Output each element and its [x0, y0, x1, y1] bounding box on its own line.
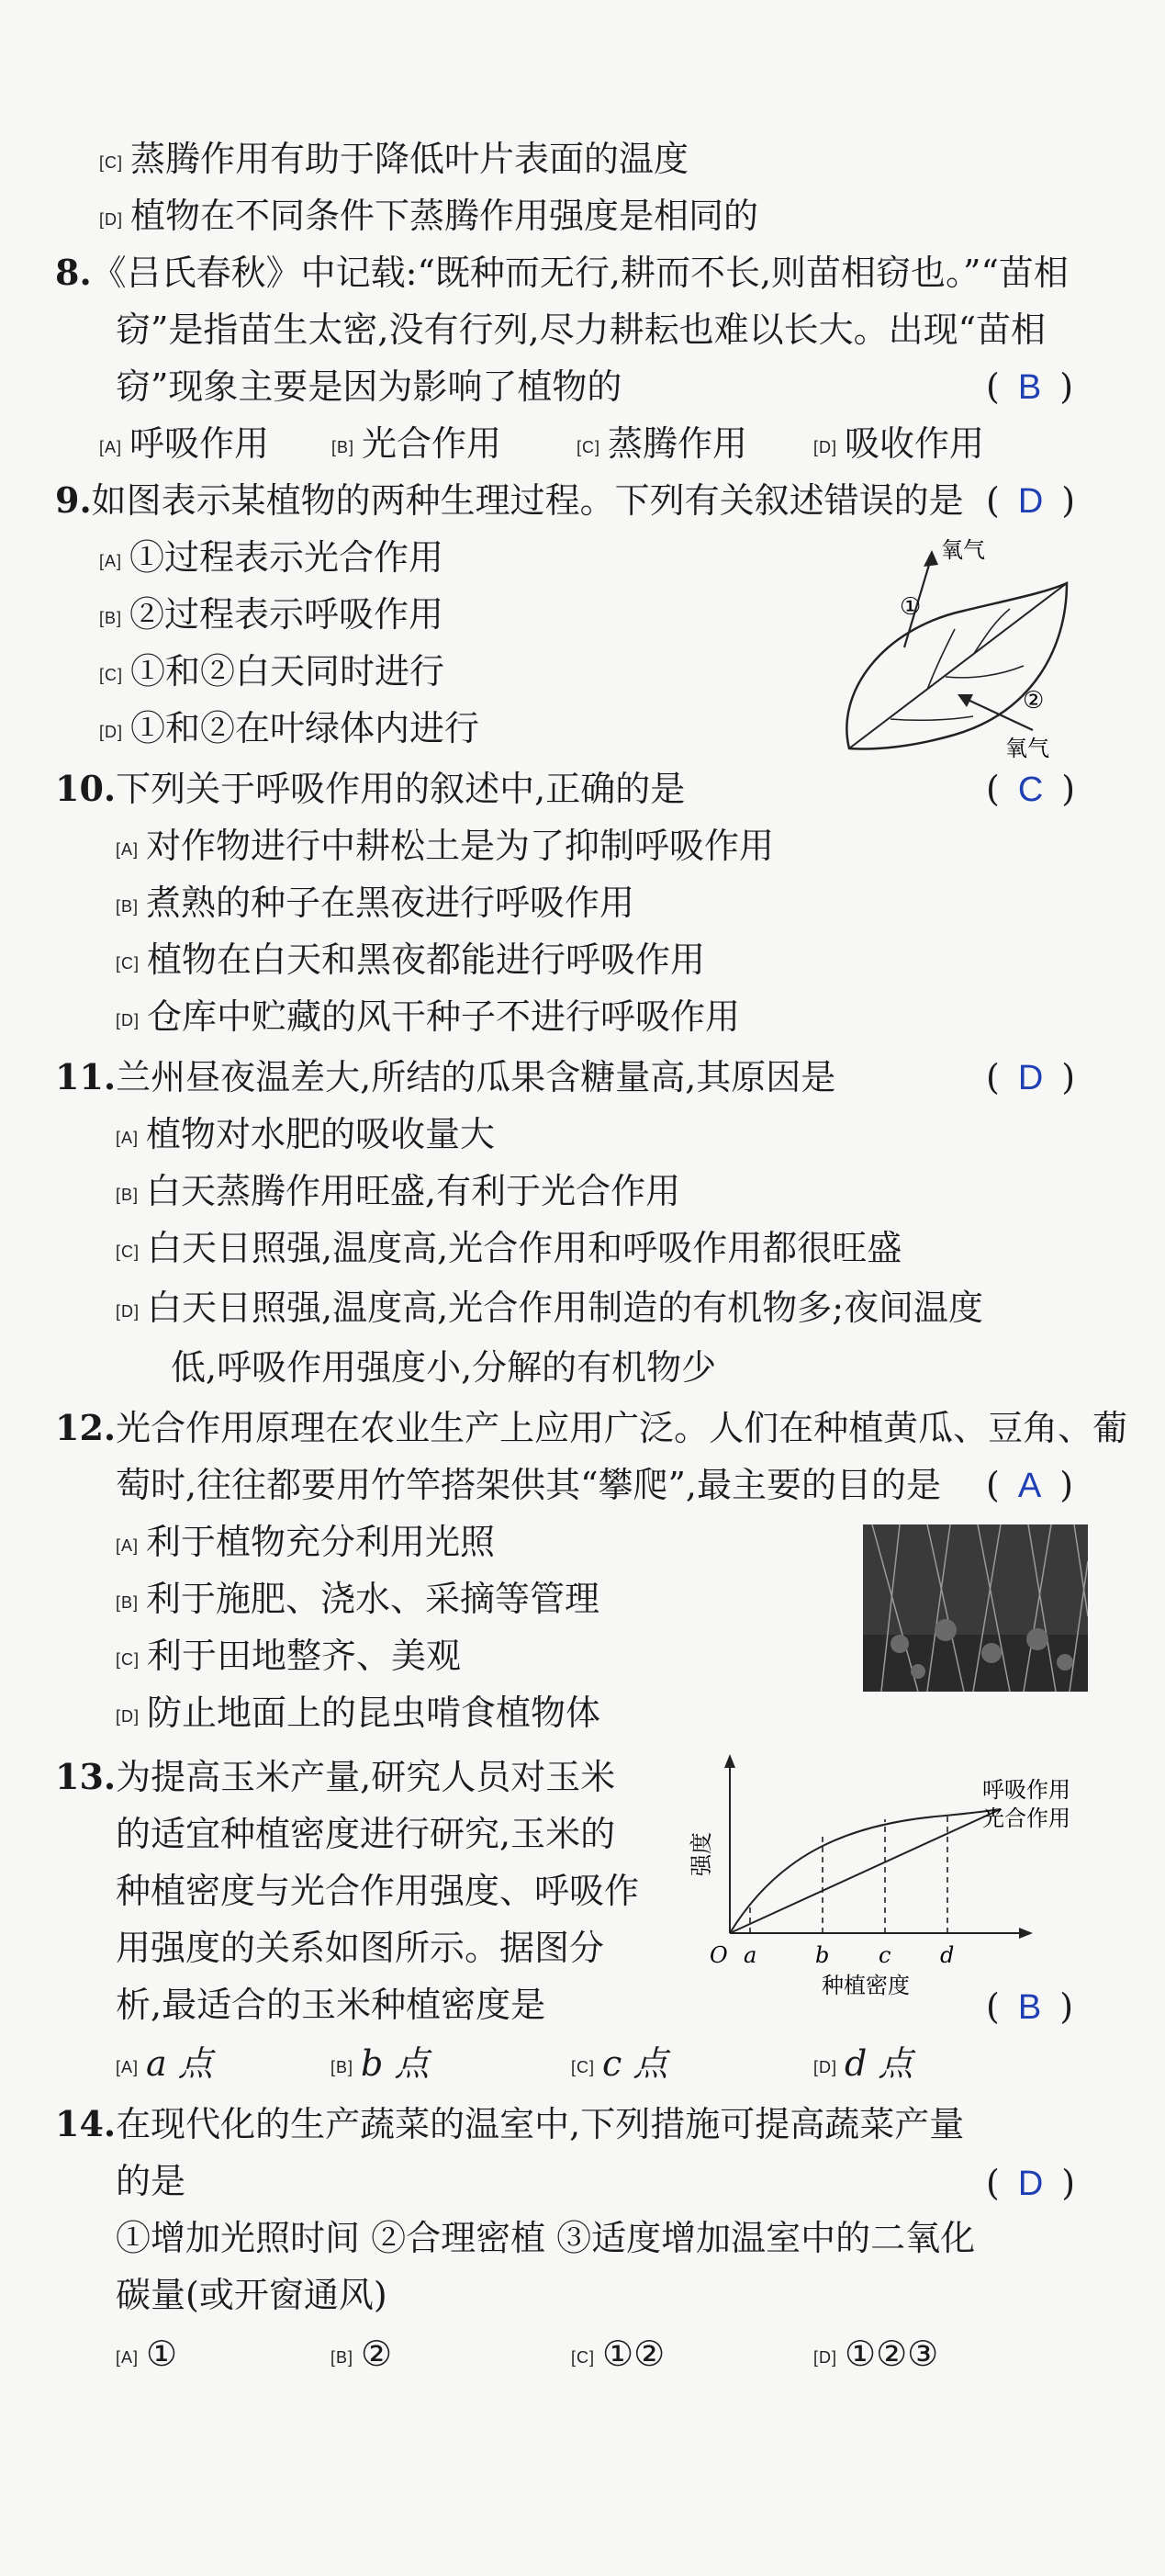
question-text: 在现代化的生产蔬菜的温室中,下列措施可提高蔬菜产量: [116, 2104, 965, 2144]
q12-line-1: [55, 1405, 1127, 1451]
q9-stem: [55, 478, 964, 523]
q11-option-c: [C] 白天日照强,温度高,光合作用和呼吸作用都很旺盛: [116, 1228, 902, 1268]
q7-option-c: [99, 136, 689, 182]
q8-line-2: 窃”是指苗生太密,没有行列,尽力耕耘也难以长大。出现“苗相: [116, 309, 1047, 350]
q12-line-2: 萄时,往往都要用竹竿搭架供其“攀爬”,最主要的目的是: [116, 1465, 942, 1505]
q10-option-b: [B] 煮熟的种子在黑夜进行呼吸作用: [116, 883, 635, 923]
q14-answer: ( D ): [986, 2163, 1076, 2203]
question-text: 如图表示某植物的两种生理过程。下列有关叙述错误的是: [91, 480, 964, 521]
y-axis-label: 强度: [689, 1832, 714, 1876]
option-text: 蒸腾作用有助于降低叶片表面的温度: [130, 139, 689, 179]
question-number: 9.: [55, 479, 92, 521]
q13-line-5: 析,最适合的玉米种植密度是: [116, 1985, 546, 2025]
q11-answer: ( D ): [986, 1057, 1076, 1097]
q11-option-d: [D] 白天日照强,温度高,光合作用制造的有机物多;夜间温度: [116, 1288, 983, 1328]
question-text: 光合作用原理在农业生产上应用广泛。人们在种植黄瓜、豆角、葡: [116, 1408, 1128, 1448]
answer-letter: D: [1017, 1059, 1044, 1097]
question-text: 为提高玉米产量,研究人员对玉米: [116, 1757, 616, 1797]
x-axis-label: 种植密度: [822, 1973, 910, 1998]
option-b: [B] ②: [330, 2334, 393, 2374]
y-axis-arrow: [724, 1754, 735, 1768]
q10-option-d: [D] 仓库中贮藏的风干种子不进行呼吸作用: [116, 996, 741, 1037]
tick-c: c: [879, 1942, 891, 1968]
oxygen-label-bottom: 氧气: [1005, 736, 1049, 761]
answer-letter: C: [1017, 771, 1044, 809]
option-b: [B] 光合作用: [331, 423, 502, 464]
q9-option-a: [A] ①过程表示光合作用: [99, 537, 444, 578]
q12-answer: ( A ): [986, 1465, 1074, 1505]
option-letter: [D]: [99, 209, 124, 229]
q10-answer: ( C ): [986, 769, 1076, 809]
respiration-line: [730, 1809, 1001, 1933]
q12-option-b: [B] 利于施肥、浇水、采摘等管理: [116, 1579, 600, 1619]
option-c: [C] c 点: [571, 2043, 668, 2084]
answer-letter: D: [1017, 2165, 1044, 2203]
q11-option-d-continued: 低,呼吸作用强度小,分解的有机物少: [171, 1347, 717, 1388]
answer-letter: A: [1017, 1467, 1042, 1505]
q11-option-a: [A] 植物对水肥的吸收量大: [116, 1114, 496, 1154]
q12-option-d: [D] 防止地面上的昆虫啃食植物体: [116, 1693, 601, 1733]
option-a: [A] a 点: [116, 2043, 213, 2084]
option-d: [D] 吸收作用: [813, 423, 985, 464]
q10-option-a: [A] 对作物进行中耕松土是为了抑制呼吸作用: [116, 826, 775, 866]
arrow-1-head: [924, 550, 938, 567]
origin-label: O: [710, 1942, 728, 1968]
series-label-photosynthesis: 光合作用: [982, 1805, 1070, 1831]
q14-line-1: [55, 2101, 964, 2147]
trellis-photo: [863, 1524, 1088, 1692]
q12-option-a: [A] 利于植物充分利用光照: [116, 1522, 496, 1562]
question-text: 下列关于呼吸作用的叙述中,正确的是: [116, 769, 686, 809]
tick-a: a: [744, 1942, 757, 1968]
question-number: 10.: [55, 768, 117, 809]
q10-stem: [55, 766, 685, 812]
q13-line-1: [55, 1754, 615, 1800]
tick-d: d: [940, 1942, 955, 1968]
x-axis-arrow: [1019, 1928, 1033, 1939]
q9-option-b: [B] ②过程表示呼吸作用: [99, 594, 444, 635]
question-text: 《吕氏春秋》中记载:“既种而无行,耕而不长,则苗相窃也。”“苗相: [91, 253, 1069, 293]
q8-line-3: 窃”现象主要是因为影响了植物的: [116, 366, 622, 407]
q10-option-c: [C] 植物在白天和黑夜都能进行呼吸作用: [116, 939, 706, 980]
oxygen-label-top: 氧气: [941, 537, 985, 563]
answer-letter: B: [1017, 368, 1042, 407]
question-number: 8.: [55, 252, 92, 293]
option-d: [D] ①②③: [813, 2334, 939, 2374]
answer-letter: D: [1017, 482, 1044, 521]
leaf-midrib: [849, 583, 1067, 748]
q14-line-2: 的是: [116, 2161, 186, 2201]
option-b: [B] b 点: [330, 2043, 430, 2084]
question-number: 14.: [55, 2103, 117, 2144]
mark-1: ①: [900, 593, 922, 621]
q13-answer: ( B ): [986, 1986, 1074, 2027]
q12-option-c: [C] 利于田地整齐、美观: [116, 1636, 462, 1676]
q13-chart: [679, 1749, 1102, 2002]
q14-measures-line-2: 碳量(或开窗通风): [116, 2275, 387, 2315]
q7-option-d: [99, 193, 758, 239]
option-text: 植物在不同条件下蒸腾作用强度是相同的: [130, 196, 759, 236]
answer-letter: B: [1017, 1988, 1042, 2027]
series-label-respiration: 呼吸作用: [982, 1777, 1070, 1803]
q11-stem: [55, 1054, 835, 1100]
tick-b: b: [815, 1942, 830, 1968]
q8-line-1: [55, 250, 1069, 296]
q13-line-3: 种植密度与光合作用强度、呼吸作: [116, 1871, 640, 1911]
question-number: 13.: [55, 1756, 117, 1797]
mark-2: ②: [1023, 687, 1045, 714]
q13-options: [116, 2041, 1126, 2087]
option-letter: [C]: [99, 152, 124, 172]
q13-line-2: 的适宜种植密度进行研究,玉米的: [116, 1814, 616, 1854]
question-text: 兰州昼夜温差大,所结的瓜果含糖量高,其原因是: [116, 1057, 836, 1097]
q9-option-c: [C] ①和②白天同时进行: [99, 651, 445, 692]
q9-answer: ( D ): [986, 480, 1076, 521]
question-number: 12.: [55, 1407, 117, 1448]
leaf-figure: [826, 537, 1092, 767]
q11-option-b: [B] 白天蒸腾作用旺盛,有利于光合作用: [116, 1171, 681, 1211]
option-a: [A] ①: [116, 2334, 178, 2374]
option-c: [C] ①②: [571, 2334, 666, 2374]
q8-answer: ( B ): [986, 366, 1074, 407]
q13-line-4: 用强度的关系如图所示。据图分: [116, 1928, 605, 1968]
option-d: [D] d 点: [813, 2043, 913, 2084]
question-number: 11.: [55, 1056, 117, 1097]
q14-measures-line-1: ①增加光照时间 ②合理密植 ③适度增加温室中的二氧化: [116, 2218, 976, 2258]
option-c: [C] 蒸腾作用: [577, 423, 748, 464]
q14-options: [116, 2331, 1126, 2377]
option-a: [A] 呼吸作用: [99, 423, 270, 464]
q8-options: [99, 421, 1109, 467]
q9-option-d: [D] ①和②在叶绿体内进行: [99, 708, 480, 748]
